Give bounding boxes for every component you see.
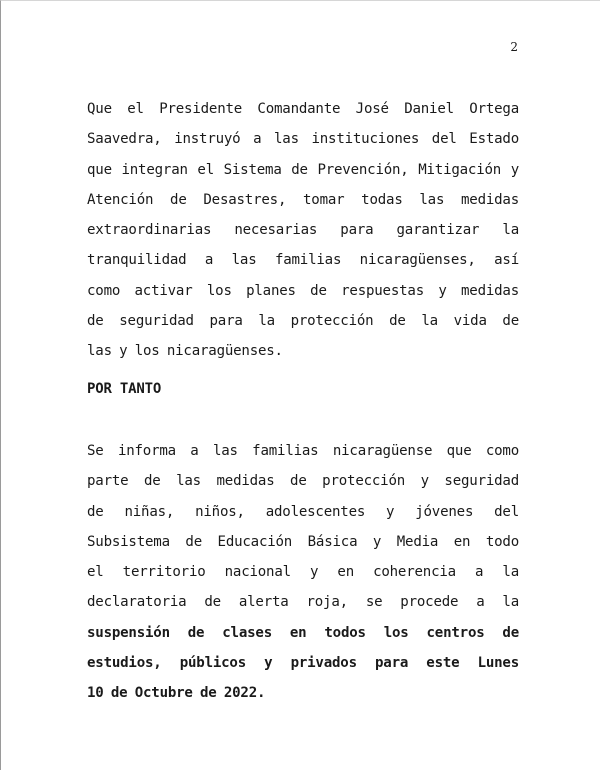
text-line: Saavedra, instruyó a las instituciones del Estado bbox=[87, 131, 519, 148]
page-number: 2 bbox=[510, 40, 518, 54]
bold-text-line: suspensión de clases en todos los centros de bbox=[87, 624, 519, 641]
text-line: que integran el Sistema de Prevención, Mitigación y bbox=[87, 161, 519, 178]
text-line: Subsistema de Educación Básica y Media en todo bbox=[87, 533, 519, 550]
text-line: Se informa a las familias nicaragüense que como bbox=[87, 443, 519, 459]
text-line: como activar los planes de respuestas y medidas bbox=[87, 282, 519, 299]
bold-text-line: 10 de Octubre de 2022. bbox=[87, 685, 266, 702]
text-line: de niñas, niños, adolescentes y jóvenes del bbox=[87, 503, 519, 520]
bold-text-line: estudios, públicos y privados para este Lunes bbox=[87, 655, 519, 672]
text-line: las y los nicaragüenses. bbox=[87, 343, 283, 360]
text-line: tranquilidad a las familias nicaragüenses, así bbox=[87, 252, 519, 269]
text-line: el territorio nacional y en coherencia a la bbox=[87, 564, 519, 581]
text-line: extraordinarias necesarias para garantizar la bbox=[87, 222, 519, 239]
text-line: Que el Presidente Comandante José Daniel Ortega bbox=[87, 101, 519, 117]
section-heading: POR TANTO bbox=[87, 381, 162, 397]
text-line: Atención de Desastres, tomar todas las medidas bbox=[87, 191, 519, 208]
text-line: declaratoria de alerta roja, se procede a la bbox=[87, 594, 519, 611]
paragraph-considerando bbox=[87, 94, 519, 367]
text-line: parte de las medidas de protección y seguridad bbox=[87, 473, 519, 490]
paragraph-resolution bbox=[87, 436, 519, 709]
text-line: de seguridad para la protección de la vida de bbox=[87, 313, 519, 330]
